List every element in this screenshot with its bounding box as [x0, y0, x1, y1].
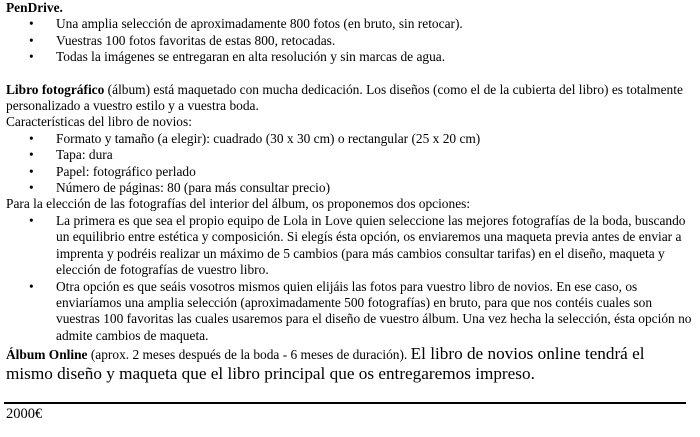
list-item	[6, 164, 694, 180]
horizontal-rule	[4, 402, 686, 404]
pendrive-list	[6, 16, 694, 65]
document-body	[6, 0, 694, 383]
price-label: 2000€	[6, 406, 43, 422]
bullet-icon: •	[29, 49, 34, 65]
list-item-text: Todas la imágenes se entregaran en alta resolución y sin marcas de agua.	[56, 49, 446, 65]
features-list	[6, 131, 694, 197]
bullet-icon: •	[29, 212, 34, 228]
list-item-text: Una amplia selección de aproximadamente 800 fotos (en bruto, sin retocar).	[56, 16, 463, 32]
options-heading: Para la elección de las fotografías del interior del álbum, os proponemos dos opciones:	[6, 196, 471, 212]
libro-intro-text: (álbum) está maquetado con mucha dedicación. Los diseños (como el de la cubierta del libro) es totalmente personalizado a vuestro estilo y a vuestra boda.	[6, 81, 683, 114]
list-item	[6, 33, 694, 49]
album-online-detail: (aprox. 2 meses después de la boda - 6 meses de duración).	[87, 347, 411, 363]
bullet-icon: •	[29, 278, 34, 294]
bullet-icon: •	[29, 130, 34, 146]
list-item	[6, 213, 694, 279]
list-item	[6, 180, 694, 196]
album-online-description: El libro de novios online tendrá el mismo diseño y maqueta que el libro principal que os entregaremos impreso.	[6, 344, 645, 383]
list-item	[6, 49, 694, 65]
album-online-paragraph	[6, 344, 694, 383]
list-item	[6, 16, 694, 32]
list-item-text: Vuestras 100 fotos favoritas de estas 800, retocadas.	[56, 32, 336, 48]
list-item-text: Número de páginas: 80 (para más consultar precio)	[56, 180, 331, 196]
pendrive-title: PenDrive.	[6, 0, 63, 15]
list-item-text: Papel: fotográfico perlado	[56, 163, 196, 179]
list-item	[6, 279, 694, 345]
libro-intro-paragraph	[6, 82, 694, 115]
libro-title: Libro fotográfico	[6, 81, 105, 97]
list-item-text: La primera es que sea el propio equipo de Lola in Love quien seleccione las mejores fotografías de la boda, buscando un equilibrio entre estética y composición. Si elegís ésta opción, os enviaremos una maqueta previa antes de enviar a imprenta y podréis realizar un máximo de 5 cambios (para más cambios consultar tarifas) en el diseño, maqueta y elección de fotografías de vuestro libro.	[56, 212, 686, 278]
list-item	[6, 131, 694, 147]
bullet-icon: •	[29, 180, 34, 196]
list-item-text: Tapa: dura	[56, 147, 113, 163]
bullet-icon: •	[29, 147, 34, 163]
options-list	[6, 213, 694, 344]
bullet-icon: •	[29, 163, 34, 179]
spacer	[6, 66, 694, 82]
list-item	[6, 147, 694, 163]
bullet-icon: •	[29, 32, 34, 48]
features-heading: Características del libro de novios:	[6, 114, 192, 130]
bullet-icon: •	[29, 16, 34, 32]
list-item-text: Otra opción es que seáis vosotros mismos quien elijáis las fotos para vuestro libro de novios. En ese caso, os enviaríamos una amplia selección (aproximadamente 500 fotografías) en bruto, para que nos contéis cuales son vuestras 100 favoritas las cuales usaremos para el diseño de vuestro álbum. Una vez hecha la selección, ésta opción no admite cambios de maqueta.	[56, 278, 692, 343]
pendrive-heading	[6, 0, 694, 16]
album-online-title: Álbum Online	[6, 347, 88, 363]
list-item-text: Formato y tamaño (a elegir): cuadrado (30 x 30 cm) o rectangular (25 x 20 cm)	[56, 130, 481, 146]
